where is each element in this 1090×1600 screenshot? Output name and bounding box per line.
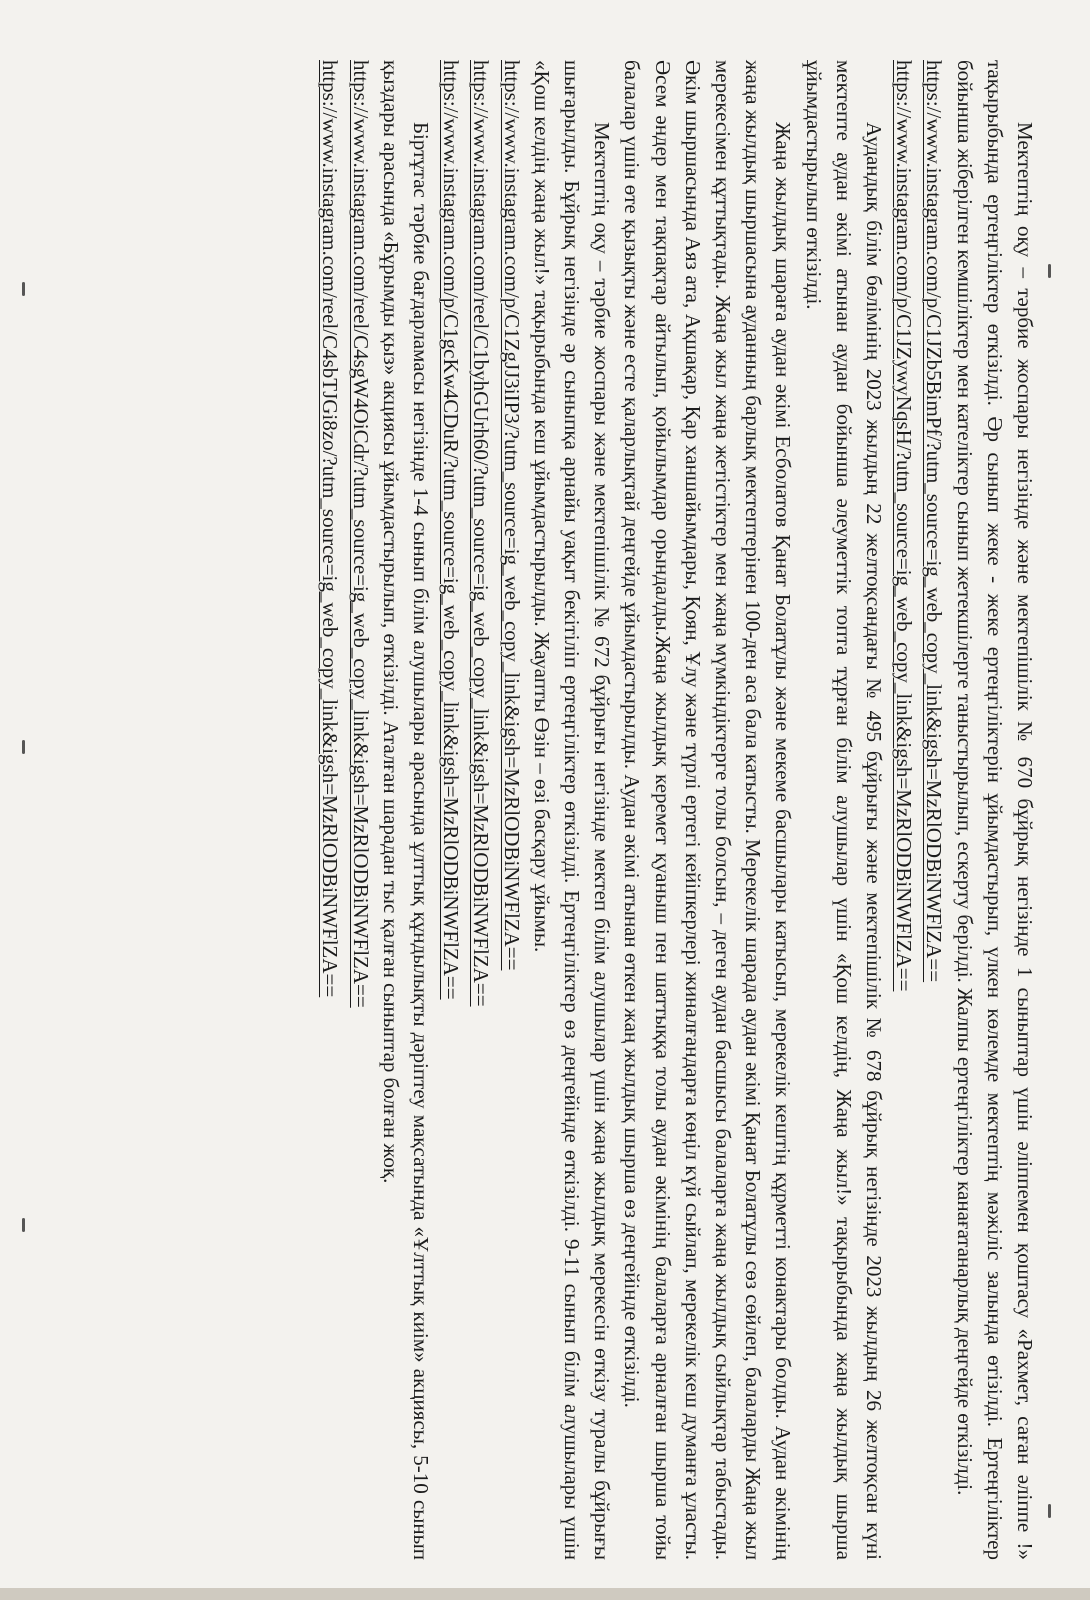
punch-mark xyxy=(22,1218,25,1232)
punch-mark xyxy=(1048,1504,1051,1518)
paragraph-first-grade-ceremony: Мектептің оқу – тәрбие жоспары негізінде және мектепішілік № 670 бұйрық негізінде 1 сыныптар үшін әліппемен қоштасу «Рахмет, саған әліппе !» тақырыбында ертеңгіліктер өткізілді. Әр сынып жеке - жеке ертеңгіліктерін ұйымдастырып, үлкен көлемде мектептің мәжіліс залында өтізілді. Ертеңгіліктер бойынша жіберілген кемшіліктер мен кателіктер сынып жетекшілерге таныстырылып, ескерту берілді. Жалпы ертеңгіліктер канағатанарлық деңгейде өткізілді. xyxy=(952,60,1037,1560)
punch-mark xyxy=(22,282,25,296)
rotated-document-body xyxy=(315,60,1040,1560)
scan-edge xyxy=(0,1588,1090,1600)
instagram-link[interactable]: https://www.instagram.com/p/C1gcKw4CDuR/?utm_source=ig_web_copy_link&igsh=MzRlODBiNWFlZA== xyxy=(439,60,464,1000)
instagram-link[interactable]: https://www.instagram.com/p/C1ZgJJ3iIP3/?utm_source=ig_web_copy_link&igsh=MzRlODBiNWFlZA== xyxy=(499,60,524,971)
punch-mark xyxy=(22,740,25,754)
instagram-link[interactable]: https://www.instagram.com/reel/C4sgW4OiCdr/?utm_source=ig_web_copy_link&igsh=MzRlODBiNWFlZA== xyxy=(348,60,373,1008)
instagram-link[interactable]: https://www.instagram.com/reel/C4sbTJGi8zo/?utm_source=ig_web_copy_link&igsh=MzRlODBiNWFlZA== xyxy=(318,60,343,998)
paragraph-school-new-year: Мектептің оқу – тәрбие жоспары және мектепішілік № 672 бұйрығы негізінде мектеп білім алушылар үшін жаңа жылдық мерекесін өткізу туралы бұйрығы шығарылды. Бұйрық негізінде әр сыныпқа арнайы уақыт бекітіліп ертеңгіліктер өткізілді. Ертеңгіліктер өз деңгейінде өткізілді. 9-11 сынып білім алушылары үшін «Қош келдің жаңа жыл!» тақырыбында кеш ұйымдастырылды. Жауапты Өзін – өзі басқару ұйымы. xyxy=(529,60,615,1560)
punch-mark xyxy=(1048,264,1051,278)
paragraph-district-new-year: Аудандық білім бөлімінің 2023 жылдың 22 желтоқсандағы № 495 бұйрығы және мектепішілік № 678 бұйрық негізінде 2023 жылдың 26 желтоқсан күні мектепте аудан әкімі атынан аудан бойынша әлеуметтік топта тұрған білім алушылар үшін «Қош келдің, Жаңа жыл!» тақырыбында жаңа жылдық шырша ұйымдастырылып өткізілді. xyxy=(801,60,886,1560)
paragraph-akim-celebration: Жаңа жылдық шараға аудан әкімі Есболатов Қанат Болатұлы және мекеме басшылары катысып, мерекелік кештің құрметті конактары болды. Аудан әкімінің жаңа жылдық шыршасына ауданның барлық мектептерінен 100-ден аса бала катысты. Мерекелік шарада аудан әкімі Қанат Болатұлы сөз сөйлеп, балаларды Жаңа жыл мерекесімен құттықтады. Жаңа жыл жаңа жетістіктер мен жаңа мүмкіндіктерге толы болсын, – деген аудан басшысы балаларға жаңа жылдық сыйлықтар табыстады. Әкім шыршасында Аяз ата, Ақшақар, Қар ханшайымдары, Қоян, Ұлу және түрлі ертегі кейіпкерлері жиналғандарға көңіл күй сыйлап, мерекелік кеш думанға ұласты. Әсем әндер мен тақпақтар айтылып, қойылымдар орындалды.Жаңа жылдық керемет қуаныш пен шаттыққа толы аудан әкімінің балаларға арналған шырша тойы балалар үшін өте қызықты және есте қаларлықтай деңгейде ұйымдастырылды. Аудан әкімі атынан өткен жаң жылдық шырша өз деңгейінде өткізілді. xyxy=(620,60,796,1560)
instagram-link[interactable]: https://www.instagram.com/p/C1JZywyNqsH/?utm_source=ig_web_copy_link&igsh=MzRlODBiNWFlZA== xyxy=(892,60,917,992)
instagram-link[interactable]: https://www.instagram.com/reel/C1byhGUrh60/?utm_source=ig_web_copy_link&igsh=MzRlODBiNWFlZA== xyxy=(469,60,494,1007)
paragraph-national-dress-campaign: Біртұтас тәрбие бағдарламасы негізінде 1-4 сынып білім алушылары арасында ұлттық құндылықты дәріптеу мақсатында «Ұлттық киім» акциясы, 5-10 сынып қыздары арасында «Бұрымды қыз» акциясы ұйымдастырылып, өткізілді. Аталған шарадан тыс қалған сыныптар болған жоқ. xyxy=(378,60,433,1560)
instagram-link[interactable]: https://www.instagram.com/p/C1JZb5BimPf/?utm_source=ig_web_copy_link&igsh=MzRlODBiNWFlZA== xyxy=(922,60,947,983)
